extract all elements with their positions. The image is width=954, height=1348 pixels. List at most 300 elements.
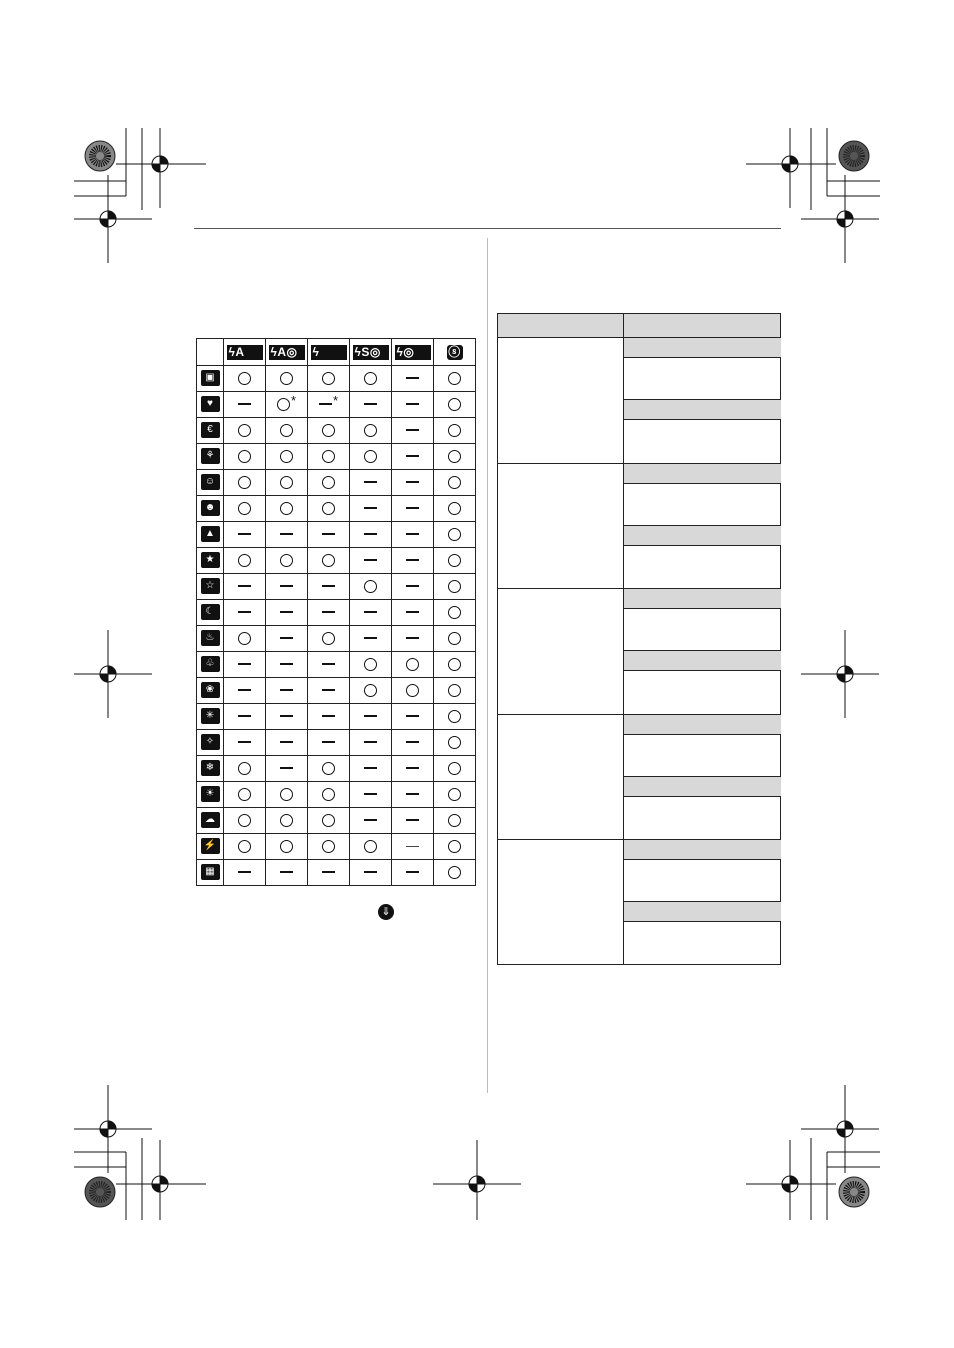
availability-cell [308,730,350,756]
available-symbol [364,450,377,463]
availability-cell [350,704,392,730]
availability-cell [434,600,476,626]
unavailable-symbol [322,533,335,535]
availability-cell [224,600,266,626]
available-symbol [448,528,461,541]
availability-cell [266,834,308,860]
availability-cell [434,444,476,470]
unavailable-symbol [406,559,419,561]
available-symbol [448,710,461,723]
settings-table-header [498,314,780,338]
availability-cell [224,418,266,444]
table-row [197,496,476,522]
availability-cell [266,678,308,704]
settings-table [497,313,781,965]
availability-cell [224,626,266,652]
table-row [197,834,476,860]
availability-cell [392,522,434,548]
unavailable-symbol [406,533,419,535]
row-icon-cell [197,704,224,730]
availability-cell [224,678,266,704]
availability-cell [392,470,434,496]
availability-cell [434,730,476,756]
availability-cell [266,418,308,444]
availability-cell [224,548,266,574]
available-symbol [238,424,251,437]
unavailable-symbol [238,871,251,873]
available-symbol [238,840,251,853]
available-symbol [322,788,335,801]
row-icon-cell [197,860,224,886]
availability-cell [434,652,476,678]
header-flash-auto-redeye-icon [266,339,308,366]
table-row [197,366,476,392]
availability-cell [392,444,434,470]
available-symbol [322,450,335,463]
baby2-mode-icon: ☁ [201,812,220,828]
availability-cell [434,808,476,834]
soft-skin-mode-icon: ☻ [201,500,220,516]
table-row [197,678,476,704]
availability-cell [434,548,476,574]
row-icon-cell [197,756,224,782]
availability-cell [224,470,266,496]
table-row [197,548,476,574]
availability-cell [224,860,266,886]
unavailable-symbol [364,767,377,769]
flash-forced-redeye-icon: ϟ◎ [395,345,431,360]
sub-header-bar [624,714,781,735]
availability-cell [434,470,476,496]
availability-cell [350,548,392,574]
sub-header-bar [624,650,781,671]
unavailable-symbol [238,403,251,405]
unavailable-symbol [364,611,377,613]
unavailable-symbol [406,403,419,405]
row-icon-cell [197,782,224,808]
availability-cell [392,392,434,418]
unavailable-symbol [238,715,251,717]
available-symbol [364,372,377,385]
sub-header-bar [624,463,781,484]
availability-cell [224,444,266,470]
availability-cell [392,418,434,444]
macro-mode-icon: ⚘ [201,448,220,464]
table-row [197,522,476,548]
availability-cell [308,522,350,548]
available-symbol [322,840,335,853]
sub-header-bar [624,399,781,420]
availability-cell [350,652,392,678]
availability-cell [392,600,434,626]
unavailable-symbol [238,689,251,691]
flash-auto-redeye-icon: ϟA◎ [269,345,305,360]
unavailable-symbol [406,507,419,509]
availability-cell [224,808,266,834]
unavailable-symbol [238,533,251,535]
heart-mode-icon: ♥ [201,396,220,412]
availability-cell [434,418,476,444]
unavailable-symbol [238,585,251,587]
row-icon-cell [197,548,224,574]
available-symbol [322,814,335,827]
snow-mode-icon: ❄ [201,760,220,776]
unavailable-symbol [322,715,335,717]
available-symbol [322,372,335,385]
availability-cell [308,548,350,574]
table-row [197,652,476,678]
unavailable-symbol [280,663,293,665]
availability-cell [308,652,350,678]
unavailable-symbol [406,429,419,431]
unavailable-symbol [322,585,335,587]
available-symbol [238,814,251,827]
unavailable-symbol [364,637,377,639]
header-flash-forced-redeye-icon [392,339,434,366]
available-symbol [448,632,461,645]
sub-header-bar [624,776,781,797]
unavailable-symbol [280,741,293,743]
availability-cell [266,626,308,652]
unavailable-symbol [364,533,377,535]
available-symbol [280,450,293,463]
sports-mode-icon: ★ [201,552,220,568]
availability-cell [434,392,476,418]
availability-cell [308,418,350,444]
unavailable-symbol [364,559,377,561]
available-symbol [280,372,293,385]
availability-cell [224,782,266,808]
table-row [197,782,476,808]
unavailable-symbol [364,481,377,483]
available-symbol [238,554,251,567]
table-row [197,392,476,418]
fireworks-mode-icon: ✳ [201,708,220,724]
availability-cell [434,834,476,860]
availability-cell [350,782,392,808]
availability-cell [350,418,392,444]
availability-cell [224,522,266,548]
availability-cell [308,470,350,496]
availability-cell [392,860,434,886]
available-symbol [448,814,461,827]
unavailable-symbol [322,611,335,613]
column-divider [487,238,488,1093]
header-flash-slow-sync-redeye-icon [350,339,392,366]
available-symbol [448,606,461,619]
table-row [197,860,476,886]
availability-cell [350,860,392,886]
header-rule [194,228,781,229]
available-symbol [364,840,377,853]
available-symbol [280,424,293,437]
unavailable-symbol [322,663,335,665]
available-symbol [448,658,461,671]
baby1-mode-icon: ☀ [201,786,220,802]
footnote-asterisk: * [290,392,297,408]
flash-availability-table [196,338,476,886]
availability-cell [308,574,350,600]
row-icon-cell [197,522,224,548]
availability-cell [392,782,434,808]
food-mode-icon: ♨ [201,630,220,646]
available-symbol [448,580,461,593]
unavailable-symbol [364,715,377,717]
availability-cell [350,392,392,418]
availability-cell [392,704,434,730]
availability-cell [350,834,392,860]
availability-cell [434,366,476,392]
available-symbol [238,476,251,489]
availability-cell [434,626,476,652]
available-symbol [364,684,377,697]
unavailable-symbol [238,663,251,665]
availability-cell [392,678,434,704]
availability-cell [350,808,392,834]
availability-cell [308,756,350,782]
available-symbol [448,450,461,463]
available-symbol [238,450,251,463]
economy-mode-icon: € [201,422,220,438]
availability-cell [308,808,350,834]
availability-cell [224,834,266,860]
available-symbol [280,554,293,567]
sub-header-bar [624,337,781,358]
footnote-asterisk: * [332,392,339,408]
availability-cell [392,834,434,860]
availability-cell [266,444,308,470]
row-icon-cell [197,808,224,834]
available-symbol [280,502,293,515]
availability-cell [224,574,266,600]
table-row [197,444,476,470]
availability-cell [308,600,350,626]
row-icon-cell [197,678,224,704]
available-symbol [238,788,251,801]
flash-forced-off-icon: ⇓ [378,904,394,920]
available-symbol [238,632,251,645]
unavailable-symbol [406,715,419,717]
availability-cell [308,834,350,860]
availability-cell [308,678,350,704]
available-symbol [238,372,251,385]
available-symbol [364,424,377,437]
availability-cell [434,782,476,808]
available-symbol [280,476,293,489]
availability-cell [434,756,476,782]
availability-cell [224,756,266,782]
unavailable-symbol [406,741,419,743]
availability-cell [350,626,392,652]
available-symbol [280,840,293,853]
unavailable-symbol [238,741,251,743]
scenery-mode-icon: ▲ [201,526,220,542]
flash-slow-sync-redeye-icon: ϟS◎ [353,345,389,360]
availability-cell [308,366,350,392]
availability-cell [308,496,350,522]
availability-cell [266,756,308,782]
availability-cell [392,808,434,834]
availability-cell [392,730,434,756]
header-flash-auto-icon [224,339,266,366]
availability-cell [392,626,434,652]
candle-light-mode-icon: ❀ [201,682,220,698]
unavailable-symbol [319,403,332,405]
party-mode-icon: ♧ [201,656,220,672]
availability-cell [350,522,392,548]
row-icon-cell [197,600,224,626]
available-symbol [448,424,461,437]
motion-picture-mode-icon: ▦ [201,864,220,880]
availability-cell [224,496,266,522]
available-symbol [448,554,461,567]
available-symbol [277,398,290,411]
availability-cell [224,704,266,730]
unavailable-symbol [280,637,293,639]
availability-cell [224,730,266,756]
portrait-mode-icon: ☺ [201,474,220,490]
unavailable-symbol [322,741,335,743]
table-corner-cell [197,339,224,366]
available-symbol [364,580,377,593]
flash-off-icon: ⓢ [448,345,461,359]
unavailable-symbol [406,819,419,821]
header-flash-off-icon [434,339,476,366]
unavailable-symbol [364,819,377,821]
available-symbol [406,684,419,697]
availability-cell [266,392,308,418]
availability-cell [434,860,476,886]
available-symbol [238,502,251,515]
availability-cell [308,626,350,652]
row-icon-cell [197,444,224,470]
row-icon-cell [197,496,224,522]
availability-cell [266,574,308,600]
availability-cell [350,444,392,470]
availability-cell [308,392,350,418]
availability-cell [392,366,434,392]
availability-cell [350,730,392,756]
unavailable-symbol [406,871,419,873]
availability-cell [350,756,392,782]
availability-cell [392,548,434,574]
sub-header-bar [624,901,781,922]
unavailable-symbol [406,377,419,379]
unavailable-symbol [364,507,377,509]
availability-cell [266,600,308,626]
unavailable-symbol [406,637,419,639]
table-row [197,600,476,626]
availability-cell [392,756,434,782]
availability-cell [434,496,476,522]
night-scenery-mode-icon: ☾ [201,604,220,620]
unavailable-symbol [406,585,419,587]
availability-cell [350,470,392,496]
row-icon-cell [197,652,224,678]
availability-cell [266,548,308,574]
row-icon-cell [197,626,224,652]
table-row [197,626,476,652]
available-symbol [406,658,419,671]
availability-cell [308,782,350,808]
available-symbol [322,502,335,515]
available-symbol [448,476,461,489]
unavailable-symbol [406,455,419,457]
availability-cell [308,860,350,886]
available-symbol [448,684,461,697]
availability-cell [350,574,392,600]
available-symbol [280,814,293,827]
availability-cell [392,652,434,678]
unavailable-symbol [406,481,419,483]
flash-forced-on-icon: ϟ [311,345,347,360]
availability-cell [266,730,308,756]
row-icon-cell [197,574,224,600]
high-sensitivity-mode-icon: ⚡ [201,838,220,854]
availability-cell [266,470,308,496]
availability-cell [266,522,308,548]
availability-cell [308,704,350,730]
available-symbol [448,736,461,749]
row-icon-cell [197,392,224,418]
unavailable-symbol [406,793,419,795]
available-symbol [280,788,293,801]
table-row [197,418,476,444]
available-symbol [322,476,335,489]
unavailable-symbol [280,767,293,769]
table-row [197,574,476,600]
available-symbol [448,398,461,411]
available-symbol [322,632,335,645]
unavailable-symbol [322,871,335,873]
availability-cell [266,808,308,834]
unavailable-symbol [406,611,419,613]
table-row [197,730,476,756]
unavailable-symbol [238,611,251,613]
availability-cell [224,652,266,678]
available-symbol [238,762,251,775]
available-symbol [322,762,335,775]
availability-cell [392,574,434,600]
table-row [197,704,476,730]
starry-sky-mode-icon: ✧ [201,734,220,750]
available-symbol [364,658,377,671]
row-icon-cell [197,730,224,756]
row-icon-cell [197,834,224,860]
availability-cell [266,704,308,730]
available-symbol [322,424,335,437]
unavailable-symbol [406,846,419,847]
unavailable-symbol [280,715,293,717]
availability-cell [266,782,308,808]
row-icon-cell [197,418,224,444]
unavailable-symbol [280,585,293,587]
availability-cell [350,366,392,392]
table-row [197,470,476,496]
availability-cell [266,496,308,522]
unavailable-symbol [364,403,377,405]
availability-cell [434,678,476,704]
night-portrait-mode-icon: ☆ [201,578,220,594]
available-symbol [448,788,461,801]
availability-cell [434,704,476,730]
unavailable-symbol [280,871,293,873]
flash-auto-icon: ϟA [227,345,263,360]
available-symbol [448,762,461,775]
availability-cell [350,600,392,626]
unavailable-symbol [364,871,377,873]
unavailable-symbol [322,689,335,691]
